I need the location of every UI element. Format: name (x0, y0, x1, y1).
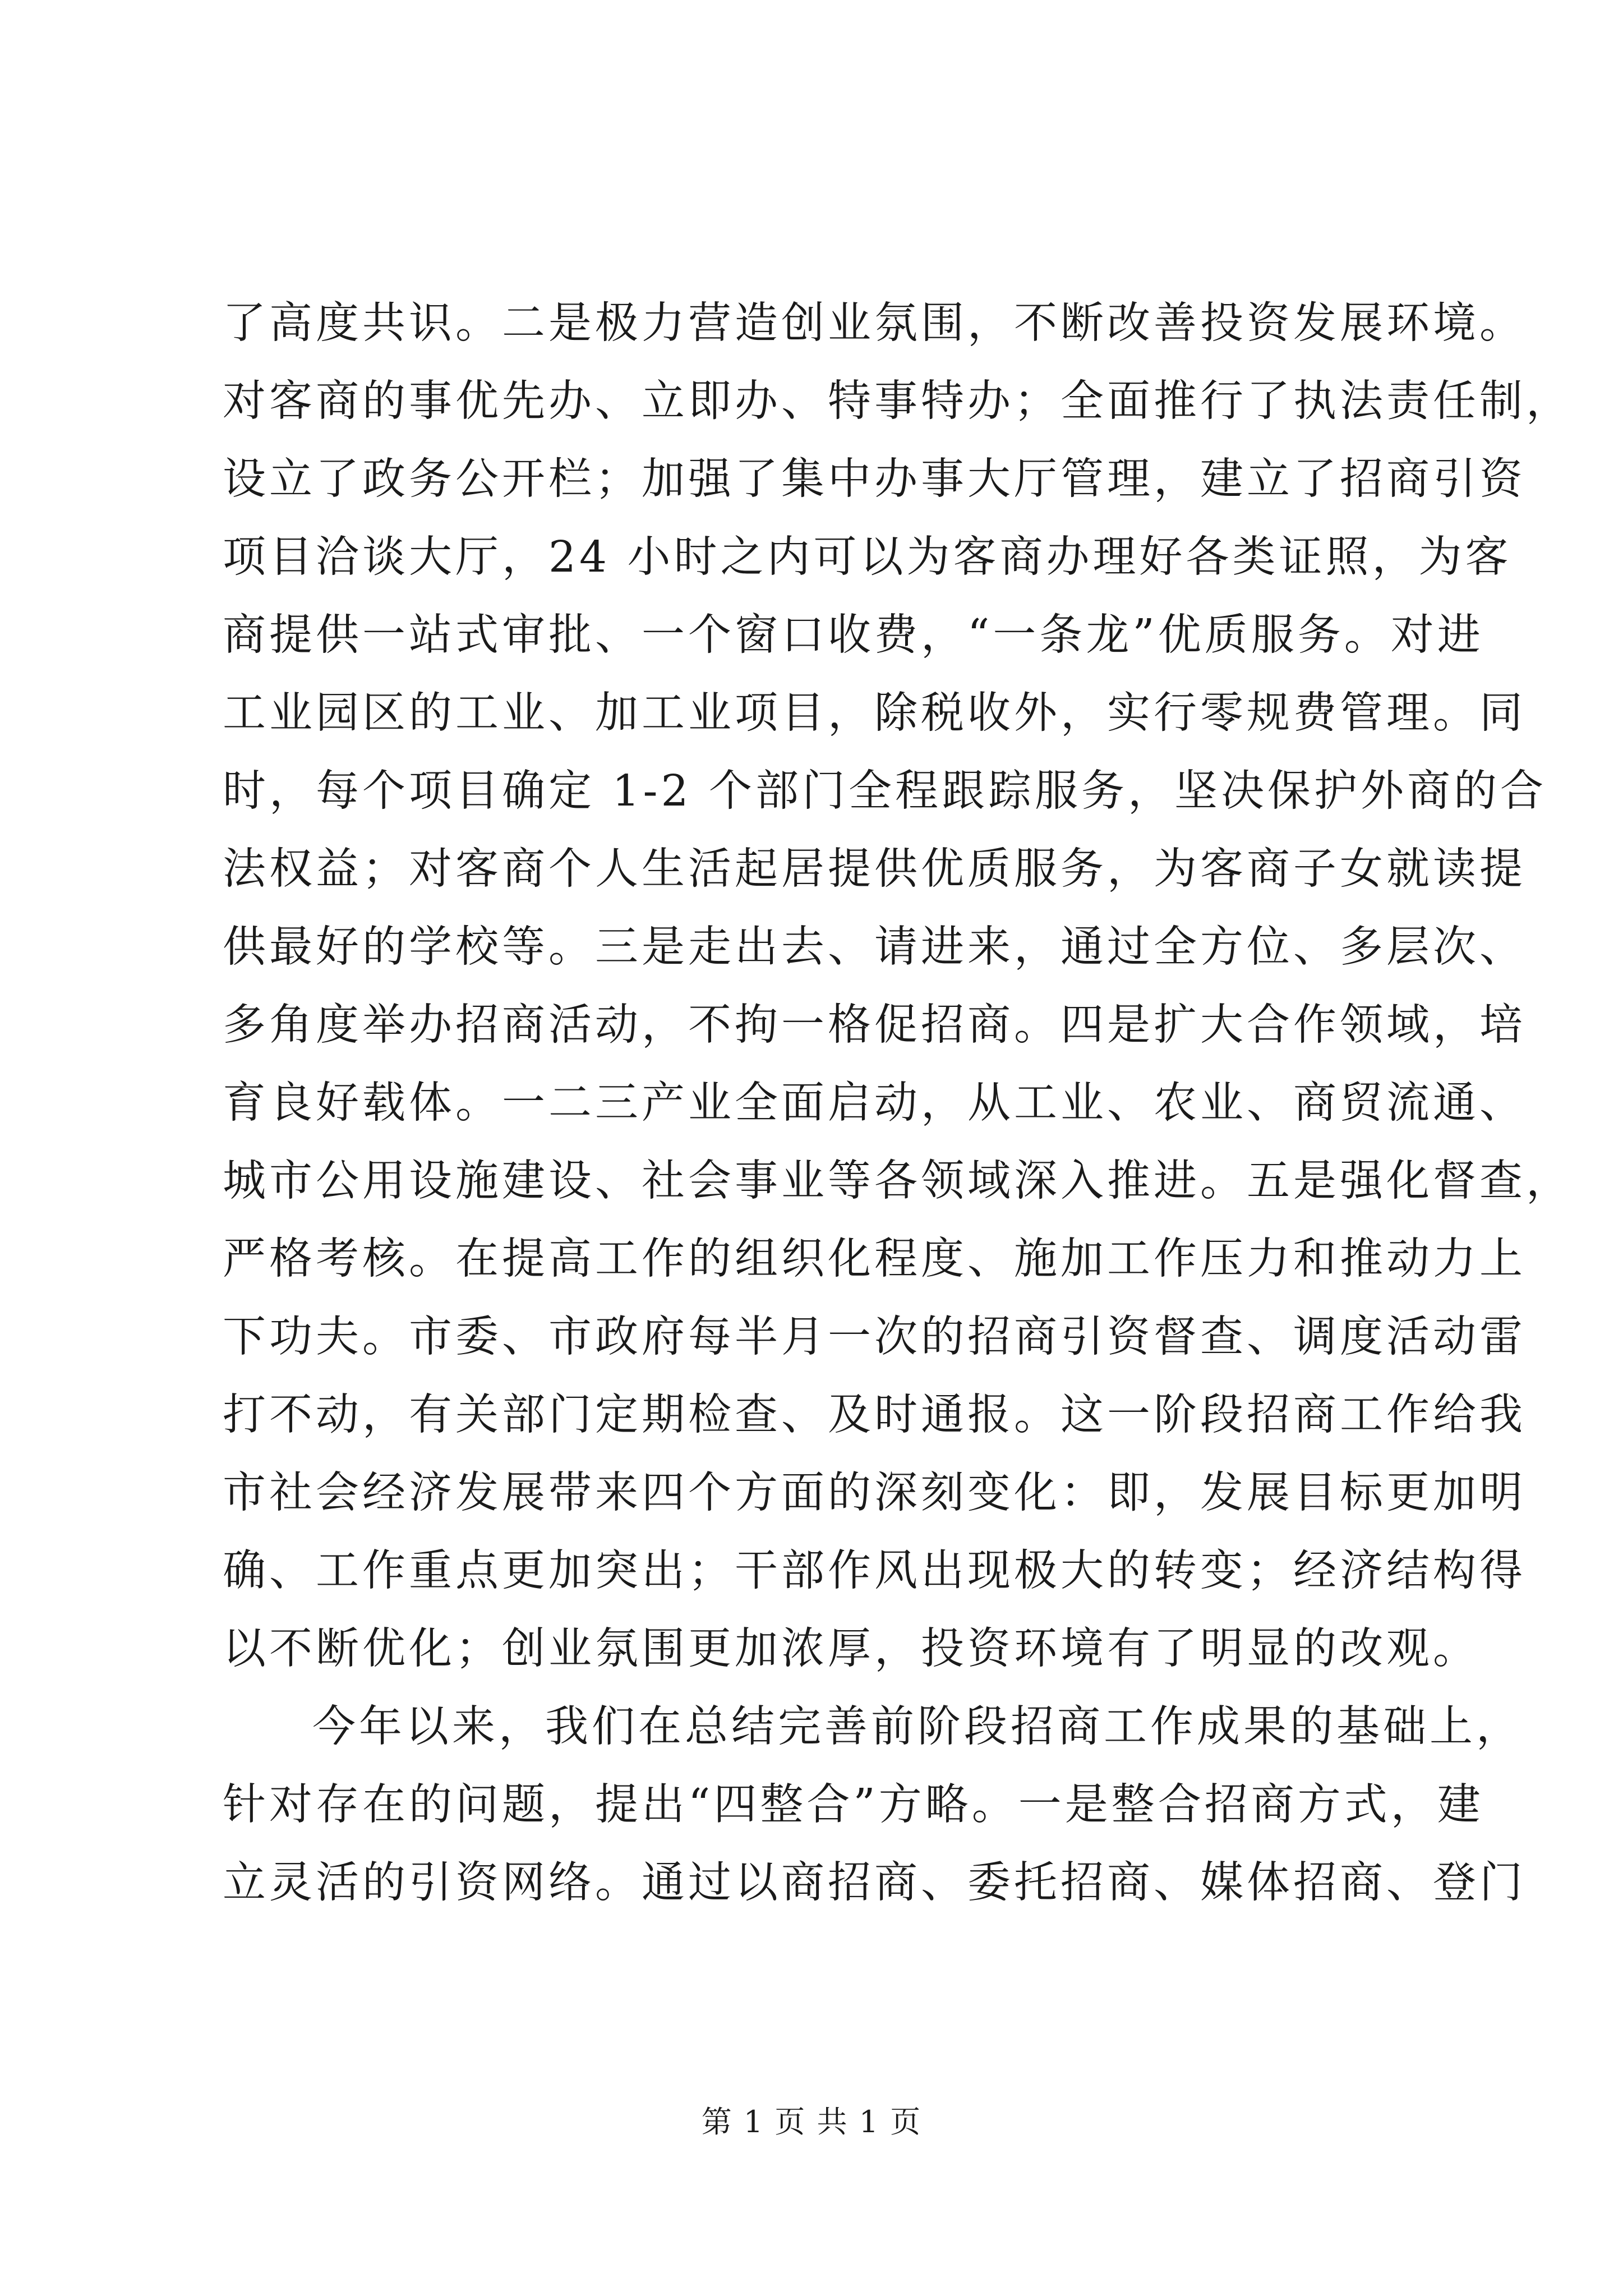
text-line: 了高度共识。二是极力营造创业氛围，不断改善投资发展环境。 (223, 298, 1526, 348)
text-line: 设立了政务公开栏；加强了集中办事大厅管理，建立了招商引资 (223, 454, 1526, 504)
text-line: 多角度举办招商活动，不拘一格促招商。四是扩大合作领域，培 (223, 1000, 1526, 1050)
text-line: 时，每个项目确定 1-2 个部门全程跟踪服务，坚决保护外商的合 (223, 766, 1547, 816)
text-line: 打不动，有关部门定期检查、及时通报。这一阶段招商工作给我 (223, 1390, 1526, 1440)
text-line: 下功夫。市委、市政府每半月一次的招商引资督查、调度活动雷 (223, 1312, 1526, 1362)
text-line: 对客商的事优先办、立即办、特事特办；全面推行了执法责任制， (223, 376, 1573, 426)
text-line: 工业园区的工业、加工业项目，除税收外，实行零规费管理。同 (223, 688, 1526, 738)
text-line: 严格考核。在提高工作的组织化程度、施加工作压力和推动力上 (223, 1234, 1526, 1284)
page-footer: 第 1 页 共 1 页 (701, 2104, 922, 2139)
text-line: 以不断优化；创业氛围更加浓厚，投资环境有了明显的改观。 (223, 1624, 1479, 1674)
text-line: 商提供一站式审批、一个窗口收费，“一条龙”优质服务。对进 (223, 610, 1484, 660)
text-line: 针对存在的问题，提出“四整合”方略。一是整合招商方式，建 (223, 1780, 1484, 1830)
text-line: 市社会经济发展带来四个方面的深刻变化：即，发展目标更加明 (223, 1468, 1526, 1518)
paragraph-first-line: 今年以来，我们在总结完善前阶段招商工作成果的基础上， (312, 1702, 1523, 1752)
text-line: 城市公用设施建设、社会事业等各领域深入推进。五是强化督查， (223, 1156, 1573, 1206)
text-line: 立灵活的引资网络。通过以商招商、委托招商、媒体招商、登门 (223, 1858, 1526, 1908)
text-line: 育良好载体。一二三产业全面启动，从工业、农业、商贸流通、 (223, 1078, 1526, 1128)
text-line: 供最好的学校等。三是走出去、请进来，通过全方位、多层次、 (223, 922, 1526, 972)
text-line: 项目洽谈大厅，24 小时之内可以为客商办理好各类证照，为客 (223, 532, 1512, 582)
text-line: 法权益；对客商个人生活起居提供优质服务，为客商子女就读提 (223, 844, 1526, 894)
text-line: 确、工作重点更加突出；干部作风出现极大的转变；经济结构得 (223, 1546, 1526, 1596)
